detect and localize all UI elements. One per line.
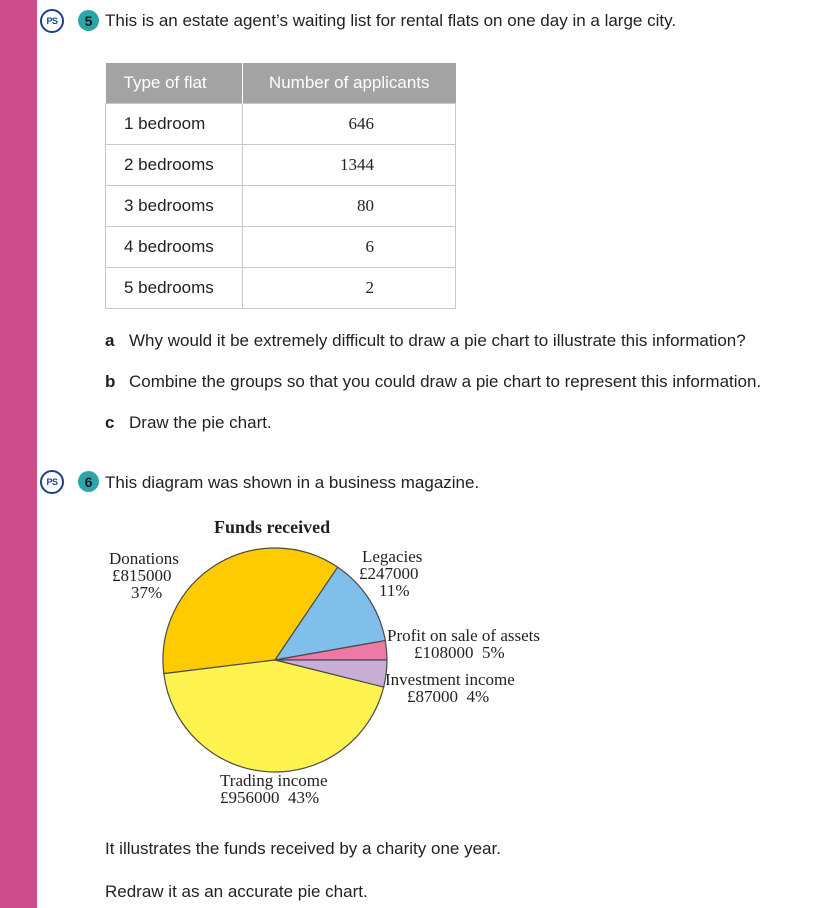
- applicants-cell: 6: [365, 237, 374, 256]
- illustration-description: It illustrates the funds received by a charity one year.: [105, 839, 501, 858]
- flat-type-cell: 2 bedrooms: [106, 145, 243, 186]
- question-number-badge: 6: [78, 471, 99, 492]
- applicants-cell: 80: [357, 196, 374, 215]
- flat-type-cell: 5 bedrooms: [106, 268, 243, 309]
- slice-amount: £956000: [220, 788, 280, 807]
- redraw-instruction: Redraw it as an accurate pie chart.: [105, 882, 368, 901]
- slice-name: Profit on sale of assets: [387, 626, 540, 645]
- applicants-cell: 646: [348, 114, 374, 133]
- question-6-text: This diagram was shown in a business magazine.: [105, 473, 480, 492]
- label-profit-on-sale: [387, 627, 540, 661]
- problem-solving-badge: PS: [40, 470, 64, 494]
- problem-solving-badge: PS: [40, 9, 64, 33]
- slice-amount: £815000: [112, 566, 172, 585]
- chart-title: Funds received: [214, 517, 331, 537]
- slice-percent: 43%: [288, 788, 320, 807]
- slice-amount: £87000: [407, 687, 458, 706]
- slice-name: Investment income: [385, 670, 515, 689]
- part-text: Draw the pie chart.: [129, 413, 272, 432]
- label-investment-income: [385, 671, 515, 705]
- slice-percent: 11%: [379, 581, 410, 600]
- part-text: Combine the groups so that you could draw a pie chart to represent this information.: [129, 372, 762, 391]
- slice-amount: £247000: [359, 564, 419, 583]
- label-donations: [109, 550, 179, 601]
- part-letter: c: [105, 413, 115, 432]
- flat-type-cell: 3 bedrooms: [106, 186, 243, 227]
- flat-type-cell: 1 bedroom: [106, 104, 243, 145]
- header-number-of-applicants: Number of applicants: [243, 63, 456, 104]
- slice-name: Donations: [109, 549, 179, 568]
- slice-percent: 4%: [466, 687, 490, 706]
- label-trading-income: [220, 772, 328, 806]
- slice-percent: 5%: [482, 643, 505, 662]
- slice-percent: 37%: [131, 583, 163, 602]
- slice-name: Legacies: [362, 547, 423, 566]
- applicants-cell: 1344: [340, 155, 374, 174]
- flat-type-cell: 4 bedrooms: [106, 227, 243, 268]
- label-legacies: [359, 548, 422, 599]
- slice-amount: £108000: [414, 643, 474, 662]
- part-text: Why would it be extremely difficult to draw a pie chart to illustrate this information?: [129, 331, 746, 350]
- applicants-cell: 2: [365, 278, 374, 297]
- header-type-of-flat: Type of flat: [106, 63, 243, 104]
- question-5-text: This is an estate agent’s waiting list for rental flats on one day in a large city.: [105, 11, 677, 30]
- question-number-badge: 5: [78, 10, 99, 31]
- slice-name: Trading income: [220, 771, 328, 790]
- part-letter: b: [105, 372, 116, 391]
- part-letter: a: [105, 331, 115, 350]
